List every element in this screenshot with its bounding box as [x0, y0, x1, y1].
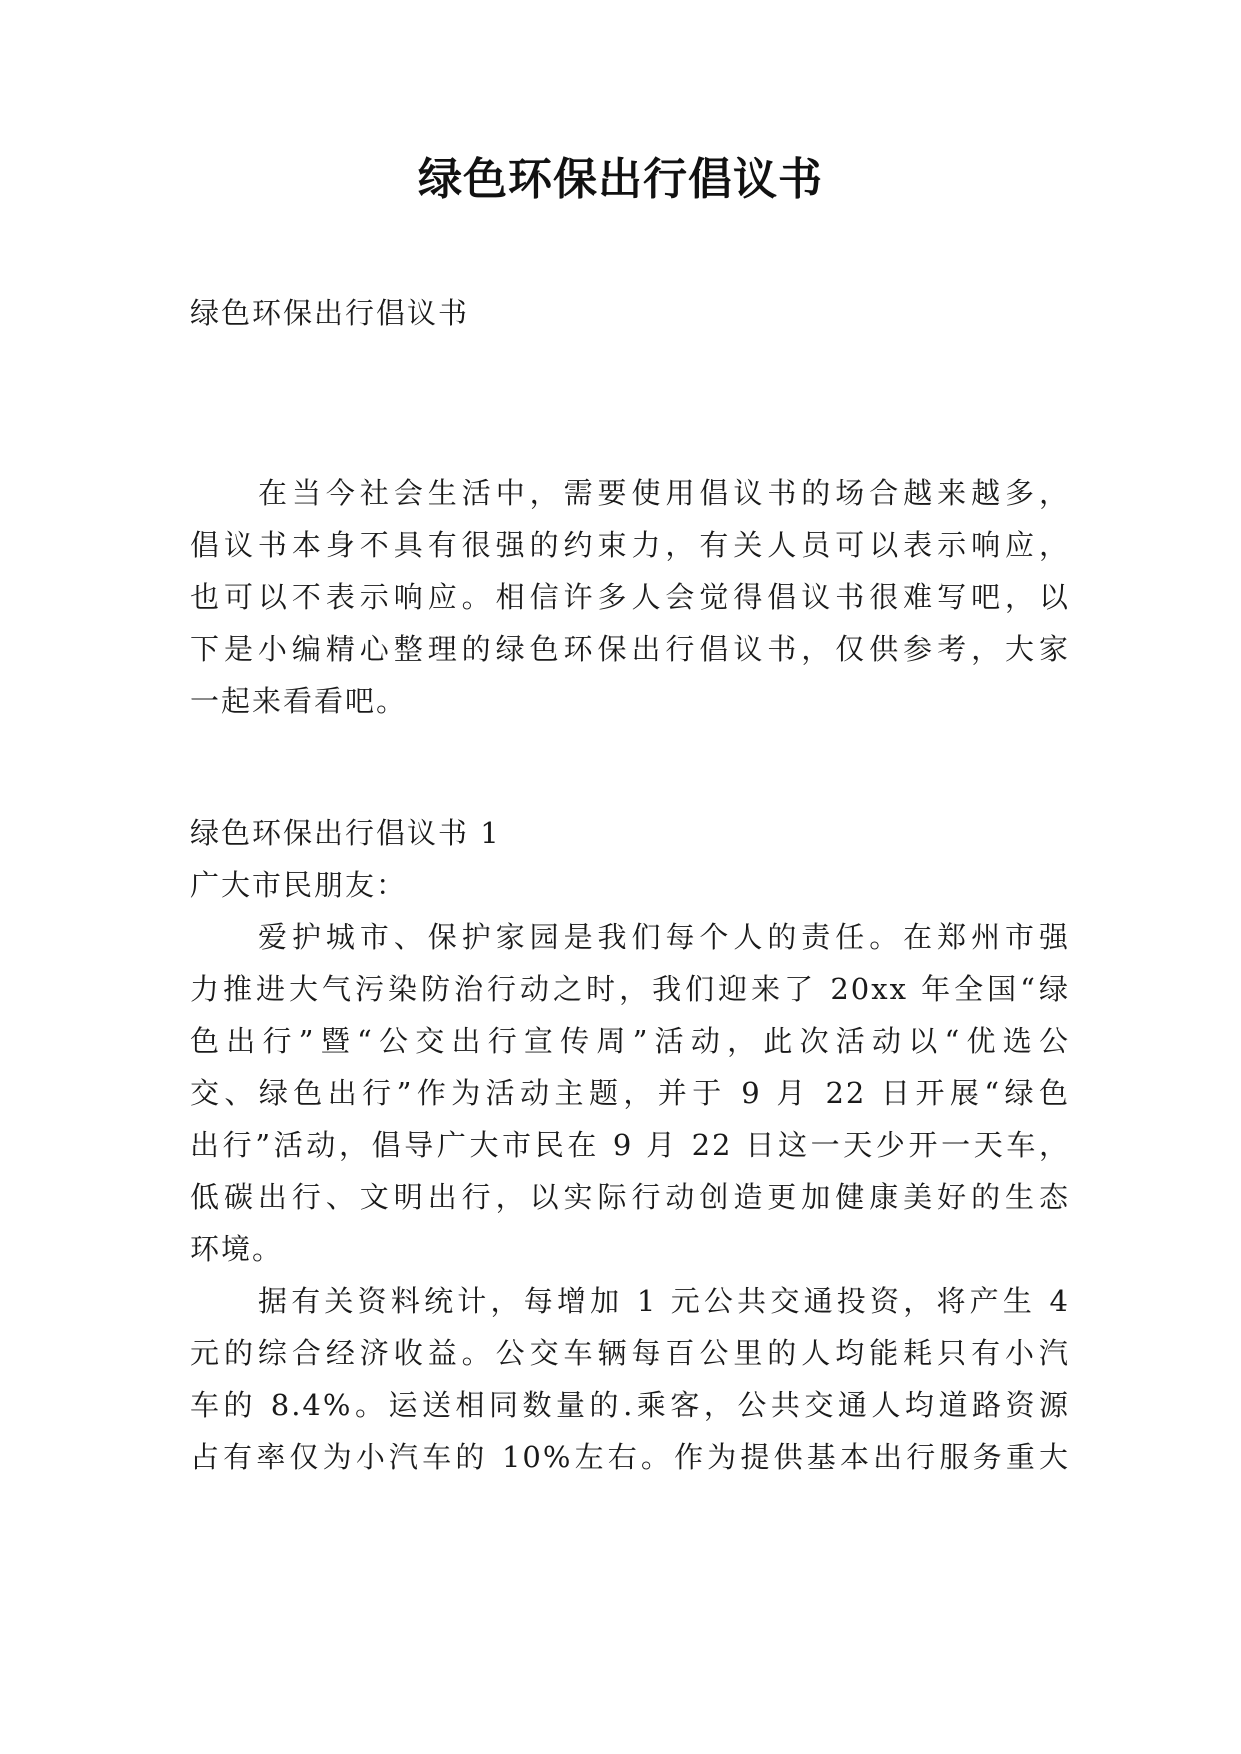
paragraph-line: 据有关资料统计，每增加 1 元公共交通投资，将产生 4	[258, 1284, 1070, 1318]
intro-line: 下是小编精心整理的绿色环保出行倡议书，仅供参考，大家	[190, 632, 1070, 666]
paragraph-line: 色出行”暨“公交出行宣传周”活动，此次活动以“优选公	[190, 1024, 1070, 1058]
intro-line: 倡议书本身不具有很强的约束力，有关人员可以表示响应，	[190, 528, 1070, 562]
intro-line: 一起来看看吧。	[190, 684, 408, 718]
paragraph-line: 低碳出行、文明出行，以实际行动创造更加健康美好的生态	[190, 1180, 1070, 1214]
paragraph-line: 爱护城市、保护家园是我们每个人的责任。在郑州市强	[258, 920, 1070, 954]
document-subtitle: 绿色环保出行倡议书	[190, 296, 470, 330]
paragraph-line: 车的 8.4%。运送相同数量的.乘客，公共交通人均道路资源	[190, 1388, 1070, 1422]
paragraph-line: 出行”活动，倡导广大市民在 9 月 22 日这一天少开一天车，	[190, 1128, 1070, 1162]
salutation: 广大市民朋友：	[190, 868, 408, 902]
paragraph-line: 环境。	[190, 1232, 284, 1266]
paragraph-line: 占有率仅为小汽车的 10%左右。作为提供基本出行服务重大	[190, 1440, 1070, 1474]
paragraph-line: 交、绿色出行”作为活动主题，并于 9 月 22 日开展“绿色	[190, 1076, 1070, 1110]
document-title: 绿色环保出行倡议书	[418, 154, 823, 205]
intro-line: 在当今社会生活中，需要使用倡议书的场合越来越多，	[258, 476, 1070, 510]
intro-line: 也可以不表示响应。相信许多人会觉得倡议书很难写吧，以	[190, 580, 1070, 614]
paragraph-line: 元的综合经济收益。公交车辆每百公里的人均能耗只有小汽	[190, 1336, 1070, 1370]
section-heading: 绿色环保出行倡议书 1	[190, 816, 501, 850]
paragraph-line: 力推进大气污染防治行动之时，我们迎来了 20xx 年全国“绿	[190, 972, 1070, 1006]
